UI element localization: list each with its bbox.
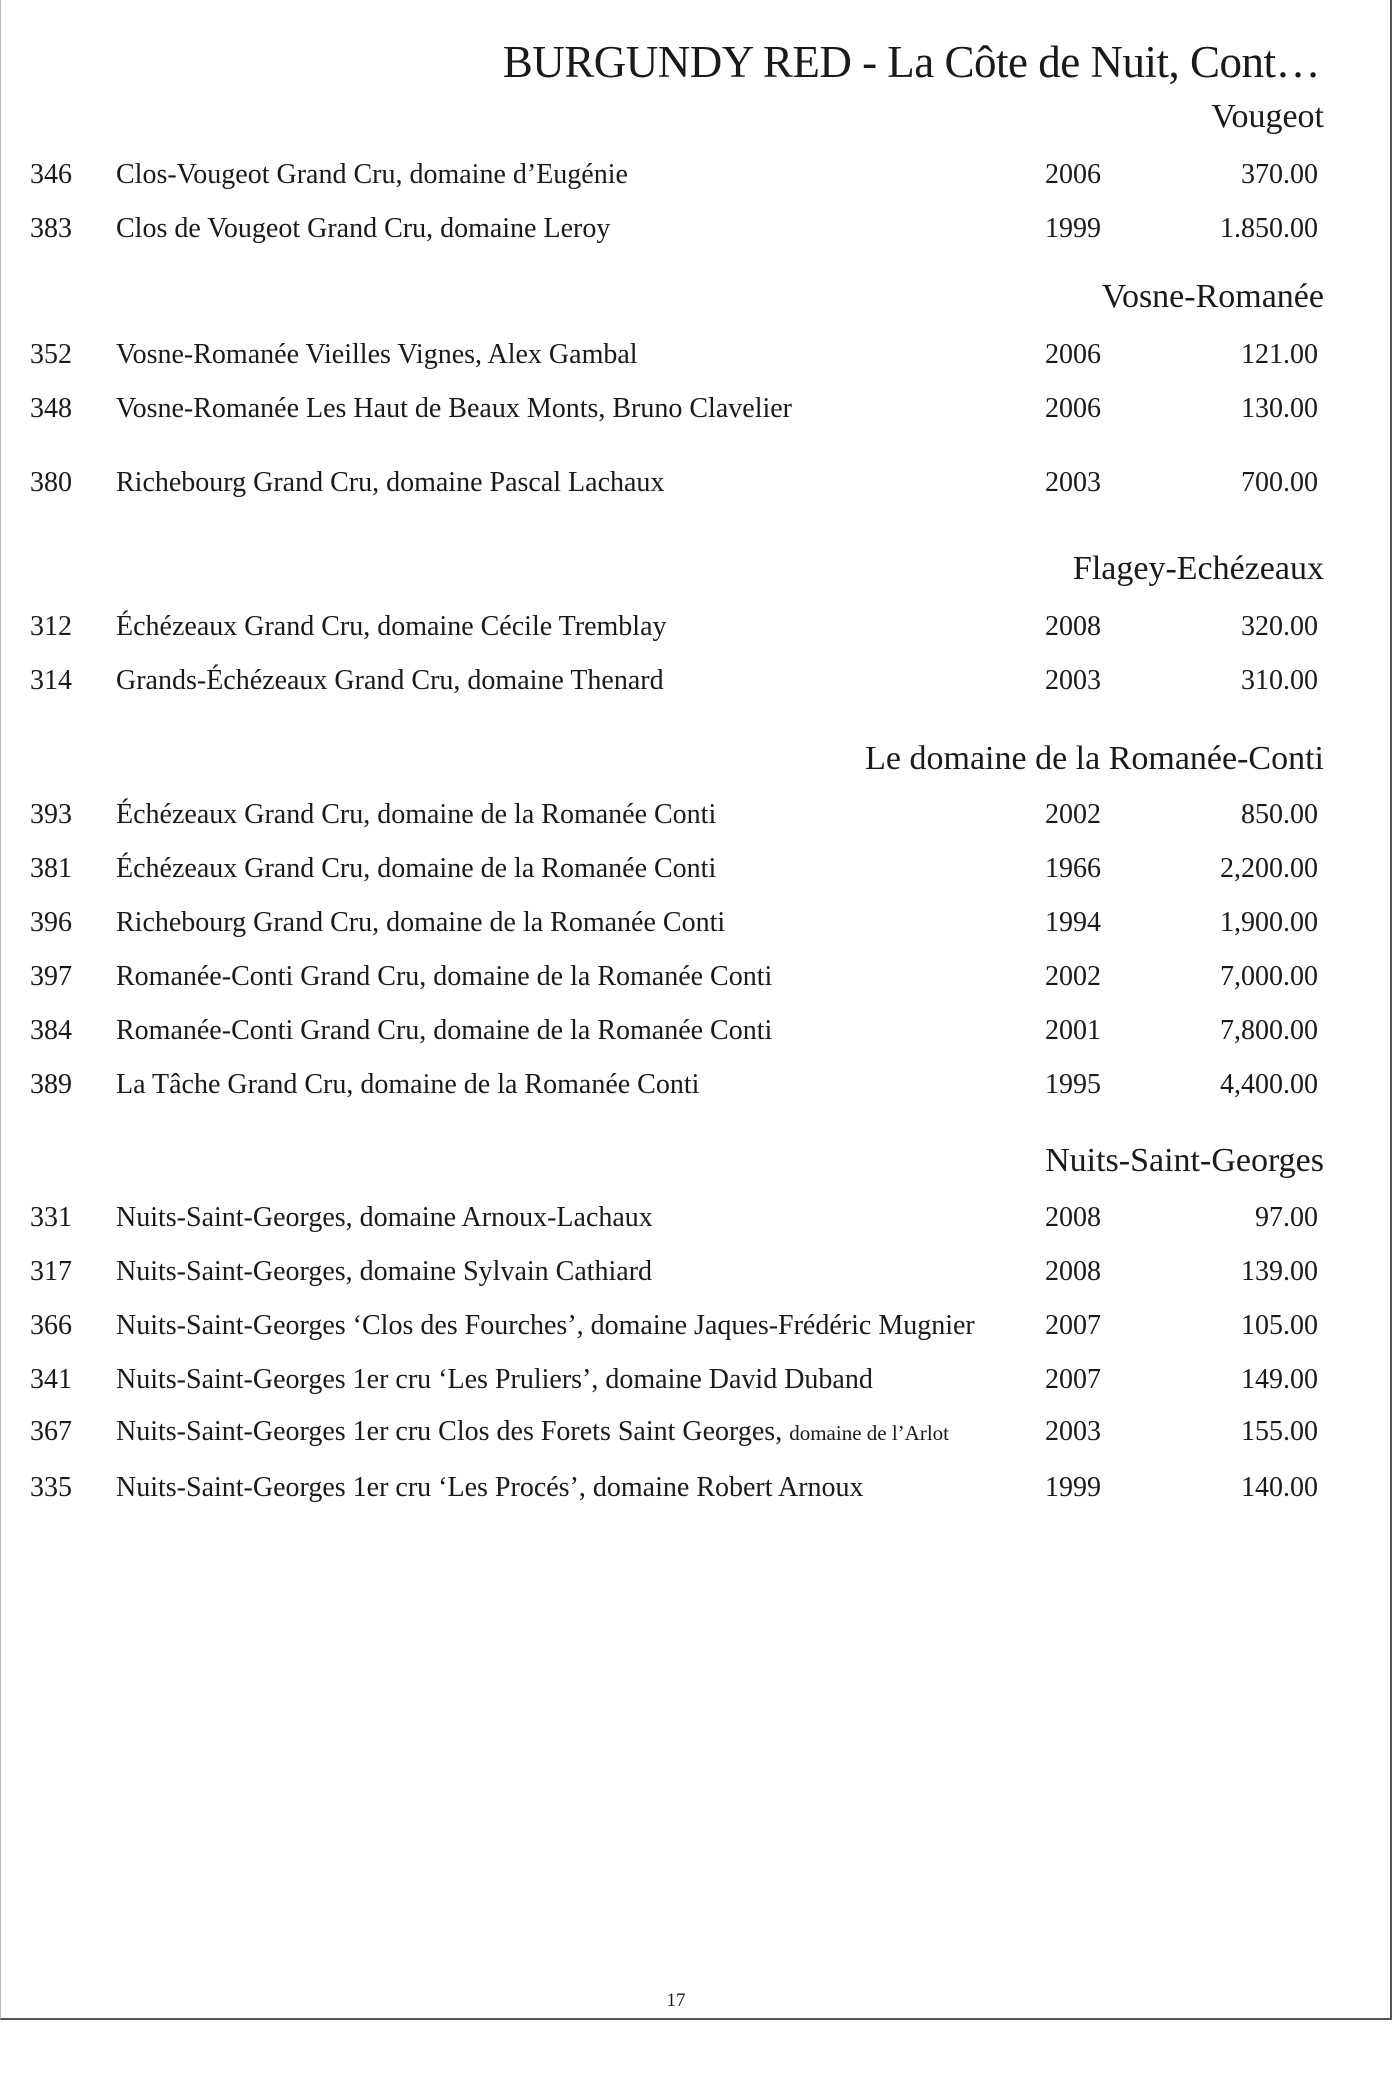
section-heading-romanee-conti: Le domaine de la Romanée-Conti <box>865 740 1324 777</box>
section-heading-vosne-romanee: Vosne-Romanée <box>1101 278 1324 315</box>
wine-name: Nuits-Saint-Georges, domaine Arnoux-Lachaux <box>116 1202 653 1233</box>
wine-row <box>0 605 1392 649</box>
wine-price: 121.00 <box>1241 339 1318 370</box>
wine-number: 389 <box>30 1069 72 1100</box>
wine-row <box>0 461 1392 505</box>
wine-name: La Tâche Grand Cru, domaine de la Romanée Conti <box>116 1069 700 1100</box>
wine-price: 4,400.00 <box>1220 1069 1318 1100</box>
wine-name: Clos-Vougeot Grand Cru, domaine d’Eugénie <box>116 159 628 190</box>
wine-vintage: 2007 <box>1045 1310 1101 1341</box>
wine-vintage: 2006 <box>1045 339 1101 370</box>
wine-price: 155.00 <box>1241 1416 1318 1447</box>
wine-vintage: 1966 <box>1045 853 1101 884</box>
wine-vintage: 2001 <box>1045 1015 1101 1046</box>
wine-row <box>0 1250 1392 1294</box>
wine-vintage: 2003 <box>1045 1416 1101 1447</box>
wine-number: 397 <box>30 961 72 992</box>
wine-number: 348 <box>30 393 72 424</box>
wine-vintage: 1999 <box>1045 213 1101 244</box>
wine-price: 310.00 <box>1241 665 1318 696</box>
section-heading-vougeot: Vougeot <box>1211 98 1324 135</box>
wine-price: 850.00 <box>1241 799 1318 830</box>
wine-vintage: 2008 <box>1045 1256 1101 1287</box>
wine-row <box>0 901 1392 945</box>
wine-vintage: 2002 <box>1045 961 1101 992</box>
wine-name: Échézeaux Grand Cru, domaine Cécile Tremblay <box>116 611 667 642</box>
page-title: BURGUNDY RED - La Côte de Nuit, Cont… <box>502 37 1320 87</box>
wine-name: Clos de Vougeot Grand Cru, domaine Leroy <box>116 213 611 244</box>
wine-name: Nuits-Saint-Georges 1er cru ‘Les Procés’, domaine Robert Arnoux <box>116 1472 864 1503</box>
wine-row <box>0 793 1392 837</box>
wine-row <box>0 1009 1392 1053</box>
wine-number: 341 <box>30 1364 72 1395</box>
wine-vintage: 2006 <box>1045 159 1101 190</box>
wine-name: Vosne-Romanée Les Haut de Beaux Monts, Bruno Clavelier <box>116 393 793 424</box>
wine-name: Nuits-Saint-Georges 1er cru Clos des Forets Saint Georges, <box>116 1416 783 1447</box>
wine-name: Vosne-Romanée Vieilles Vignes, Alex Gambal <box>116 339 638 370</box>
wine-number: 383 <box>30 213 72 244</box>
wine-row <box>0 207 1392 251</box>
wine-row <box>0 333 1392 377</box>
wine-name: Romanée-Conti Grand Cru, domaine de la Romanée Conti <box>116 961 773 992</box>
section-heading-nuits-saint-georges: Nuits-Saint-Georges <box>1045 1142 1324 1179</box>
wine-vintage: 2003 <box>1045 665 1101 696</box>
wine-name: Échézeaux Grand Cru, domaine de la Romanée Conti <box>116 799 717 830</box>
wine-row <box>0 955 1392 999</box>
wine-name: Romanée-Conti Grand Cru, domaine de la Romanée Conti <box>116 1015 773 1046</box>
wine-price: 139.00 <box>1241 1256 1318 1287</box>
wine-number: 314 <box>30 665 72 696</box>
wine-number: 331 <box>30 1202 72 1233</box>
wine-vintage: 2007 <box>1045 1364 1101 1395</box>
wine-number: 317 <box>30 1256 72 1287</box>
wine-price: 700.00 <box>1241 467 1318 498</box>
wine-price: 149.00 <box>1241 1364 1318 1395</box>
wine-number: 381 <box>30 853 72 884</box>
wine-vintage: 1994 <box>1045 907 1101 938</box>
page-number: 17 <box>666 1990 686 2011</box>
section-heading-flagey-echezeaux: Flagey-Echézeaux <box>1072 550 1324 587</box>
wine-row <box>0 153 1392 197</box>
wine-name: Nuits-Saint-Georges, domaine Sylvain Cathiard <box>116 1256 653 1287</box>
wine-name: Nuits-Saint-Georges ‘Clos des Fourches’, domaine Jaques-Frédéric Mugnier <box>116 1310 975 1341</box>
wine-price: 7,000.00 <box>1220 961 1318 992</box>
wine-row <box>0 1304 1392 1348</box>
wine-number: 366 <box>30 1310 72 1341</box>
wine-price: 105.00 <box>1241 1310 1318 1341</box>
wine-row <box>0 1466 1392 1510</box>
wine-vintage: 2006 <box>1045 393 1101 424</box>
wine-vintage: 2002 <box>1045 799 1101 830</box>
wine-price: 7,800.00 <box>1220 1015 1318 1046</box>
wine-row <box>0 1358 1392 1402</box>
wine-name: Richebourg Grand Cru, domaine de la Romanée Conti <box>116 907 726 938</box>
wine-number: 396 <box>30 907 72 938</box>
wine-row <box>0 1196 1392 1240</box>
wine-number: 352 <box>30 339 72 370</box>
wine-row <box>0 659 1392 703</box>
wine-name: Richebourg Grand Cru, domaine Pascal Lachaux <box>116 467 665 498</box>
wine-vintage: 2008 <box>1045 1202 1101 1233</box>
wine-number: 384 <box>30 1015 72 1046</box>
wine-row <box>0 1063 1392 1107</box>
wine-number: 380 <box>30 467 72 498</box>
wine-price: 130.00 <box>1241 393 1318 424</box>
wine-number: 393 <box>30 799 72 830</box>
wine-name: Échézeaux Grand Cru, domaine de la Romanée Conti <box>116 853 717 884</box>
wine-price: 370.00 <box>1241 159 1318 190</box>
wine-row <box>0 847 1392 891</box>
wine-price: 1,900.00 <box>1220 907 1318 938</box>
wine-row <box>0 387 1392 431</box>
wine-number: 346 <box>30 159 72 190</box>
wine-number: 367 <box>30 1416 72 1447</box>
wine-number: 312 <box>30 611 72 642</box>
wine-price: 140.00 <box>1241 1472 1318 1503</box>
wine-name: Nuits-Saint-Georges 1er cru ‘Les Pruliers’, domaine David Duband <box>116 1364 873 1395</box>
wine-number: 335 <box>30 1472 72 1503</box>
wine-price: 97.00 <box>1255 1202 1318 1233</box>
wine-vintage: 1995 <box>1045 1069 1101 1100</box>
wine-name: Grands-Échézeaux Grand Cru, domaine Thenard <box>116 665 664 696</box>
wine-name-container <box>116 1410 949 1455</box>
wine-vintage: 2003 <box>1045 467 1101 498</box>
wine-price: 320.00 <box>1241 611 1318 642</box>
wine-vintage: 1999 <box>1045 1472 1101 1503</box>
wine-price: 1.850.00 <box>1220 213 1318 244</box>
wine-producer-small: domaine de l’Arlot <box>789 1421 949 1445</box>
wine-price: 2,200.00 <box>1220 853 1318 884</box>
wine-vintage: 2008 <box>1045 611 1101 642</box>
wine-row <box>0 1410 1392 1454</box>
